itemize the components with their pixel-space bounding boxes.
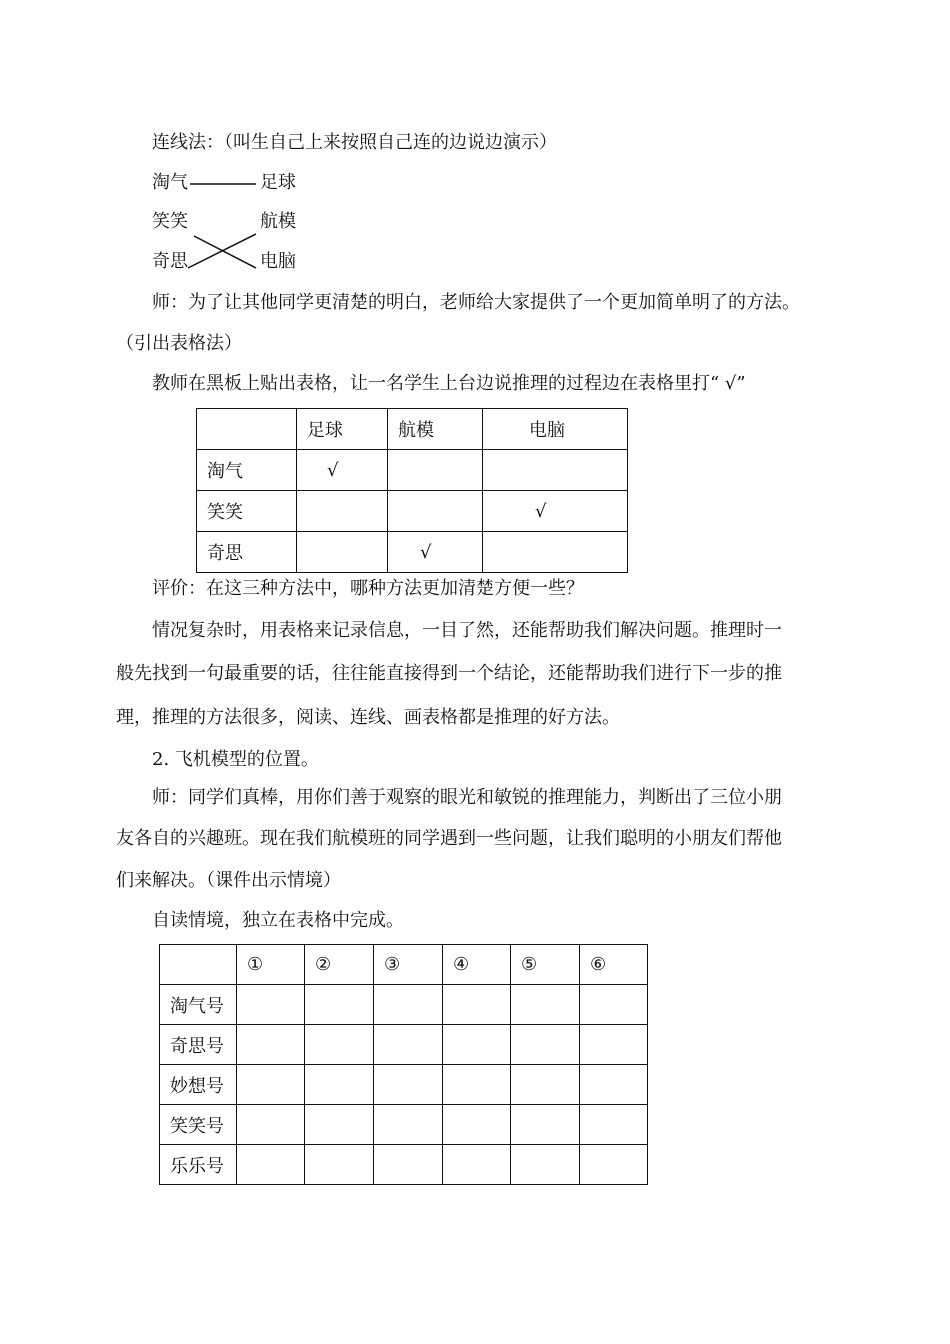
- connection-lines: [150, 168, 310, 278]
- table-row-label: 淘气: [197, 450, 297, 491]
- table-row-label: 笑笑号: [160, 1105, 237, 1145]
- table-header-cell: ⑥: [580, 945, 648, 985]
- table-row-label: 妙想号: [160, 1065, 237, 1105]
- table-cell: [483, 532, 628, 573]
- conn-left-1: 淘气: [152, 172, 188, 193]
- intro-line: 连线法：（叫生自己上来按照自己连的边说边演示）: [152, 132, 557, 153]
- table-header-cell: [160, 945, 237, 985]
- table-row-label: 奇思号: [160, 1025, 237, 1065]
- table-header-cell: 航模: [388, 409, 483, 450]
- evaluation-line: 评价：在这三种方法中，哪种方法更加清楚方便一些？: [152, 578, 584, 599]
- teacher-line-2: （引出表格法）: [116, 333, 242, 354]
- table-cell: [388, 450, 483, 491]
- table-header-row: [160, 945, 648, 985]
- table-row: [160, 1065, 648, 1105]
- line-xiaoxiao-computer: [194, 236, 256, 268]
- table-header-cell: ⑤: [511, 945, 580, 985]
- table-cell: √: [483, 491, 628, 532]
- table-row-label: 奇思: [197, 532, 297, 573]
- table-cell: [297, 532, 388, 573]
- table-row-label: 乐乐号: [160, 1145, 237, 1185]
- praise-line-3: 们来解决。（课件出示情境）: [116, 870, 341, 891]
- table-row: [160, 1105, 648, 1145]
- conn-right-2: 航模: [260, 211, 296, 232]
- conn-right-3: 电脑: [260, 251, 296, 272]
- table-row-label: 淘气号: [160, 985, 237, 1025]
- table-cell: √: [388, 532, 483, 573]
- table-row: [197, 491, 628, 532]
- table-cell: [483, 450, 628, 491]
- summary-line-2: 般先找到一句最重要的话，往往能直接得到一个结论，还能帮助我们进行下一步的推: [116, 663, 782, 684]
- table-header-cell: ①: [237, 945, 305, 985]
- self-read-line: 自读情境，独立在表格中完成。: [152, 910, 404, 931]
- teacher-line: 师：为了让其他同学更清楚的明白，老师给大家提供了一个更加简单明了的方法。: [152, 292, 800, 313]
- conn-right-1: 足球: [260, 172, 296, 193]
- conn-left-2: 笑笑: [152, 211, 188, 232]
- table-cell: √: [297, 450, 388, 491]
- table-header-cell: ③: [374, 945, 443, 985]
- table-row: [160, 985, 648, 1025]
- table-cell: [388, 491, 483, 532]
- table-header-row: [197, 409, 628, 450]
- table-row: [160, 1025, 648, 1065]
- table-header-cell: 足球: [297, 409, 388, 450]
- reasoning-table: [196, 408, 628, 573]
- table-row: [160, 1145, 648, 1185]
- table-row: [197, 450, 628, 491]
- table-header-cell: 电脑: [483, 409, 628, 450]
- airplane-model-table: [159, 944, 648, 1185]
- instruction-line: 教师在黑板上贴出表格，让一名学生上台边说推理的过程边在表格里打“ √”: [152, 373, 746, 394]
- table-cell: [297, 491, 388, 532]
- praise-line-2: 友各自的兴趣班。现在我们航模班的同学遇到一些问题，让我们聪明的小朋友们帮他: [116, 828, 782, 849]
- table-header-cell: [197, 409, 297, 450]
- table-header-cell: ②: [305, 945, 374, 985]
- summary-line-1: 情况复杂时，用表格来记录信息，一目了然，还能帮助我们解决问题。推理时一: [152, 620, 782, 641]
- table-header-cell: ④: [443, 945, 511, 985]
- section-2-title: 2. 飞机模型的位置。: [152, 749, 319, 770]
- table-row: [197, 532, 628, 573]
- conn-left-3: 奇思: [152, 251, 188, 272]
- table-row-label: 笑笑: [197, 491, 297, 532]
- summary-line-3: 理，推理的方法很多，阅读、连线、画表格都是推理的好方法。: [116, 707, 620, 728]
- praise-line-1: 师：同学们真棒，用你们善于观察的眼光和敏锐的推理能力，判断出了三位小朋: [152, 787, 782, 808]
